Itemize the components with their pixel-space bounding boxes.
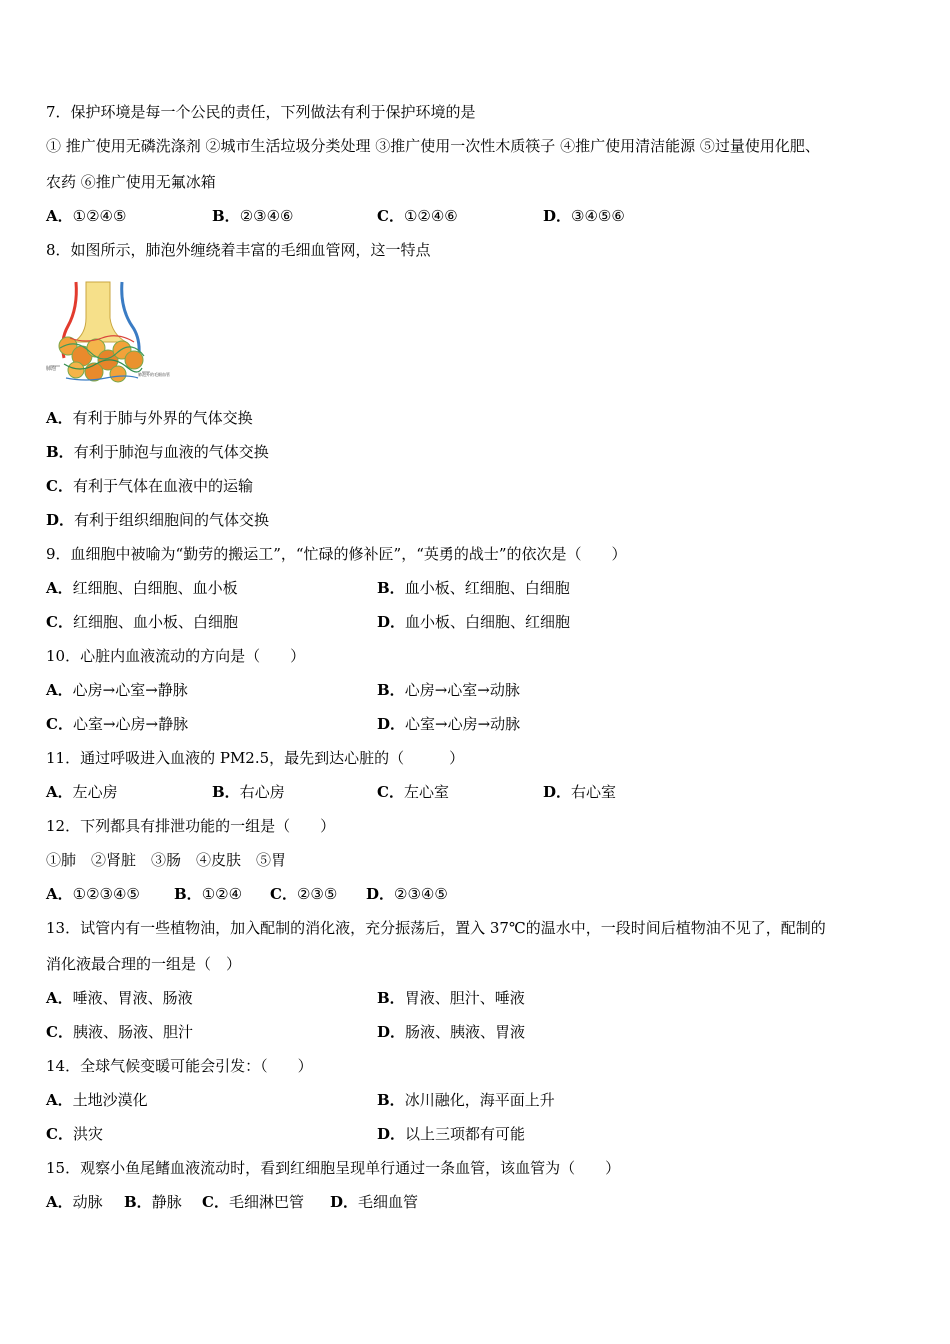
q8-option-b: B．有利于肺泡与血液的气体交换 xyxy=(46,443,269,461)
q14-option-b: B．冰川融化，海平面上升 xyxy=(377,1091,555,1109)
q10-option-c: C．心室→心房→静脉 xyxy=(46,715,189,733)
q14-option-a: A．土地沙漠化 xyxy=(46,1091,148,1109)
q8-option-a: A．有利于肺与外界的气体交换 xyxy=(46,409,253,427)
q15-option-a: A．动脉 xyxy=(46,1193,103,1211)
q7-stem: 7．保护环境是每一个公民的责任，下列做法有利于保护环境的是 xyxy=(46,103,476,121)
q11-stem: 11．通过呼吸进入血液的 PM2.5，最先到达心脏的（ ） xyxy=(46,749,465,767)
q8-option-c: C．有利于气体在血液中的运输 xyxy=(46,477,253,495)
q9-option-a: A．红细胞、白细胞、血小板 xyxy=(46,579,238,597)
q10-stem: 10．心脏内血液流动的方向是（ ） xyxy=(46,647,306,665)
q12-items: ①肺 ②肾脏 ③肠 ④皮肤 ⑤胃 xyxy=(46,851,287,869)
q7-option-a: A．①②④⑤ xyxy=(46,207,127,225)
q15-option-b: B．静脉 xyxy=(124,1193,182,1211)
alveolus-capillary-figure xyxy=(46,278,170,388)
q7-option-c: C．①②④⑥ xyxy=(377,207,458,225)
figure-label-capillary: 肺泡外的毛细血管 xyxy=(138,372,170,377)
q13-option-b: B．胃液、胆汁、唾液 xyxy=(377,989,525,1007)
q7-items-line1: ① 推广使用无磷洗涤剂 ②城市生活垃圾分类处理 ③推广使用一次性木质筷子 ④推广使用清洁能源 ⑤过量使用化肥、 xyxy=(46,137,820,155)
q7-option-b: B．②③④⑥ xyxy=(212,207,294,225)
q12-option-a: A．①②③④⑤ xyxy=(46,885,140,903)
q11-option-c: C．左心室 xyxy=(377,783,449,801)
q11-option-b: B．右心房 xyxy=(212,783,285,801)
q9-option-d: D．血小板、白细胞、红细胞 xyxy=(377,613,571,631)
q11-option-d: D．右心室 xyxy=(543,783,617,801)
q9-stem: 9．血细胞中被喻为“勤劳的搬运工”，“忙碌的修补匠”，“英勇的战士”的依次是（ ） xyxy=(46,545,627,563)
q15-stem: 15．观察小鱼尾鳍血液流动时，看到红细胞呈现单行通过一条血管，该血管为（ ） xyxy=(46,1159,621,1177)
q10-option-a: A．心房→心室→静脉 xyxy=(46,681,188,699)
figure-label-alveolus: 肺泡 xyxy=(46,366,57,372)
q12-option-c: C．②③⑤ xyxy=(270,885,338,903)
q8-stem: 8．如图所示，肺泡外缠绕着丰富的毛细血管网，这一特点 xyxy=(46,241,431,259)
q13-option-a: A．唾液、胃液、肠液 xyxy=(46,989,193,1007)
q14-option-c: C．洪灾 xyxy=(46,1125,103,1143)
q14-stem: 14．全球气候变暖可能会引发：（ ） xyxy=(46,1057,313,1075)
q9-option-c: C．红细胞、血小板、白细胞 xyxy=(46,613,238,631)
q12-option-d: D．②③④⑤ xyxy=(366,885,448,903)
q13-option-c: C．胰液、肠液、胆汁 xyxy=(46,1023,193,1041)
q12-option-b: B．①②④ xyxy=(174,885,243,903)
q15-option-c: C．毛细淋巴管 xyxy=(202,1193,304,1211)
q13-option-d: D．肠液、胰液、胃液 xyxy=(377,1023,526,1041)
q13-stem-line2: 消化液最合理的一组是（ ） xyxy=(46,955,242,973)
q8-option-d: D．有利于组织细胞间的气体交换 xyxy=(46,511,270,529)
q10-option-b: B．心房→心室→动脉 xyxy=(377,681,520,699)
q10-option-d: D．心室→心房→动脉 xyxy=(377,715,521,733)
q9-option-b: B．血小板、红细胞、白细胞 xyxy=(377,579,570,597)
q15-option-d: D．毛细血管 xyxy=(330,1193,419,1211)
q14-option-d: D．以上三项都有可能 xyxy=(377,1125,526,1143)
q7-items-line2: 农药 ⑥推广使用无氟冰箱 xyxy=(46,173,216,191)
q7-option-d: D．③④⑤⑥ xyxy=(543,207,625,225)
q12-stem: 12．下列都具有排泄功能的一组是（ ） xyxy=(46,817,336,835)
q11-option-a: A．左心房 xyxy=(46,783,118,801)
q13-stem-line1: 13．试管内有一些植物油，加入配制的消化液，充分振荡后，置入 37℃的温水中，一段时间后植物油不见了，配制的 xyxy=(46,919,826,937)
